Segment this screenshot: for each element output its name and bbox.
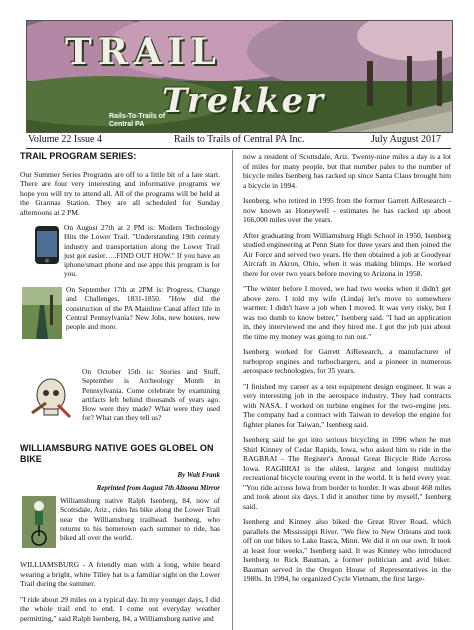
program-item-october	[20, 367, 220, 437]
article-right-paragraph-5: Isenberg worked for Garrett AiResearch, a manufacturer of turboprop engines and turbochargers, and a pioneer in numerous aerospace technologies, for 35 years.	[243, 347, 451, 375]
program-item-august-text: On August 27th at 2 PM is: Modern Technology Hits the Lower Trail. "Understanding 19th century industry and transportation along the Lower Trail just got easier…..FIND OUT HOW." If you have an iphone/smart phone and use apps this program is for you.	[64, 223, 220, 279]
program-intro: Our Summer Series Programs are off to a little bit of a late start. There are four very interesting and informative programs we hope you will try to attend all. All of the programs will be held at the Grannas Station. They are all scheduled for Sunday afternoons at 2 PM.	[20, 169, 220, 217]
article-heading: WILLIAMSBURG NATIVE GOES GLOBEL ON BIKE	[20, 443, 214, 464]
article-photo-caption: Williamsburg native Ralph Isenberg, 84, now of Scottsdale, Ariz., rides his bike along the Lower Trail near the Williamsburg trailhead. Isenberg, who returns to his hometown each summer to ride, has biked all over the world.	[60, 496, 220, 543]
article-right-paragraph-4: "The winter before I moved, we had two weeks when it didn't get above zero. I told my wife (Linda) let's move to somewhere warmer. I didn't have a job when I moved. It was very risky, but I was too dumb to know better," Isenberg said. "I had an application in, they interviewed me and they hired me. I got the job just about the time my money was going to run out."	[243, 284, 451, 341]
article-byline-source: Reprinted from August 7th Altoona Mirror	[96, 483, 220, 492]
issue-date: July August 2017	[371, 134, 442, 145]
issue-bar	[26, 134, 451, 149]
program-item-september	[20, 285, 220, 361]
program-item-august	[20, 223, 220, 279]
cyclist-photo	[22, 496, 56, 548]
article-photo-block	[20, 496, 220, 554]
program-item-october-text: On October 15th is: Stories and Stuff, September is Archeology Month in Pennsylvania. Come celebrate by examining artifacts left behind thousands of years ago. How were they made? What were they used for? What can they tell us?	[82, 367, 220, 423]
article-paragraph-2: "I ride about 29 miles on a typical day. In my younger days, I did the whole trail end to end. I come out everyday weather permitting," said Ralph Isenberg, 84, a Williamsburg native and	[20, 594, 220, 623]
archeology-artifact-icon	[26, 373, 76, 423]
left-column	[20, 152, 220, 629]
article-right-paragraph-8: Isenberg and Kinney also biked the Great River Road, which parallels the Mississippi River. "We flew to New Orleans and took off on our bikes to Lake Itasca, Minn. We did it on our own. It took at least four weeks," Isenberg said. It was Kinney who introduced Isenberg to Rick Bauman, a former politician and avid biker. Bauman served in the Oregon House of Representatives in the 1980s. In 1994, he organized Cycle Vietnam, the first large-	[243, 517, 451, 583]
program-item-september-text: On September 17th at 2PM is: Progress, Change and Challenges, 1831-1850. "How did the construction of the PA Mainline Canal affect life in Central Pennsylvania? New Jobs, new houses, new people and more.	[66, 285, 220, 332]
right-column	[243, 152, 451, 590]
article-byline-author: By Walt Frank	[177, 471, 220, 479]
smartphone-icon	[34, 225, 60, 265]
article-paragraph-1: WILLIAMSBURG - A friendly man with a long, white beard wearing a bright, white Tilley hat is a familiar sight on the Lower Trail during the summer.	[20, 560, 220, 588]
article-right-paragraph-3: After graduating from Williamsburg High School in 1950, Isenberg studied engineering at Penn State for three years and then joined the Air Force and served two years. He then obtained a job at Goodyear Aircraft in Akron, Ohio, when it was making blimps. He worked there for over two years before moving to Arizona in 1958.	[243, 230, 451, 278]
issue-org: Rails to Trails of Central PA Inc.	[174, 134, 305, 145]
program-heading: TRAIL PROGRAM SERIES:	[20, 151, 137, 161]
masthead-title-trekker: Trekker	[162, 81, 326, 121]
issue-volume: Volume 22 Issue 4	[28, 134, 102, 145]
masthead-tagline: Rails-To-Trails of Central PA	[109, 113, 166, 128]
article-right-paragraph-2: Isenberg, who retired in 1995 from the former Garrett AiResearch - now known as Honeywell - estimates he has racked up about 166,000 miles over the years.	[243, 196, 451, 224]
column-divider	[232, 150, 233, 630]
article-right-paragraph-7: Isenberg said he got into serious bicycling in 1996 when he met Shirl Kinney of Cedar Rapids, Iowa, who asked him to ride in the RAGBRAI - The Register's Annual Great Bicycle Ride Across Iowa. RAGBRAI is the oldest, largest and longest multiday recreational bicycle touring event in the world. It is held every year. "You ride across Iowa from border to border. It was about 468 miles and took about six days. I did it another time by myself," Isenberg said.	[243, 435, 451, 511]
masthead-title-trail: TRAIL	[65, 31, 222, 73]
canal-photo	[22, 287, 62, 339]
article-right-paragraph-6: "I finished my career as a test equipment design engineer. It was a very interesting job in the aerospace industry. They had contracts with NASA. I worked on turbine engines for the two-engine jets. The company had a contract with Taiwan to develop the engine for fighter planes for Taiwan," Isenberg said.	[243, 381, 451, 429]
masthead-banner	[26, 20, 453, 133]
article-right-paragraph-1: now a resident of Scottsdale, Ariz. Twenty-nine miles a day is a lot of miles for many people, but that number pales to the number of bicycle miles Isenberg has racked up since Santa Claus brought him a bicycle in 1994.	[243, 152, 451, 190]
